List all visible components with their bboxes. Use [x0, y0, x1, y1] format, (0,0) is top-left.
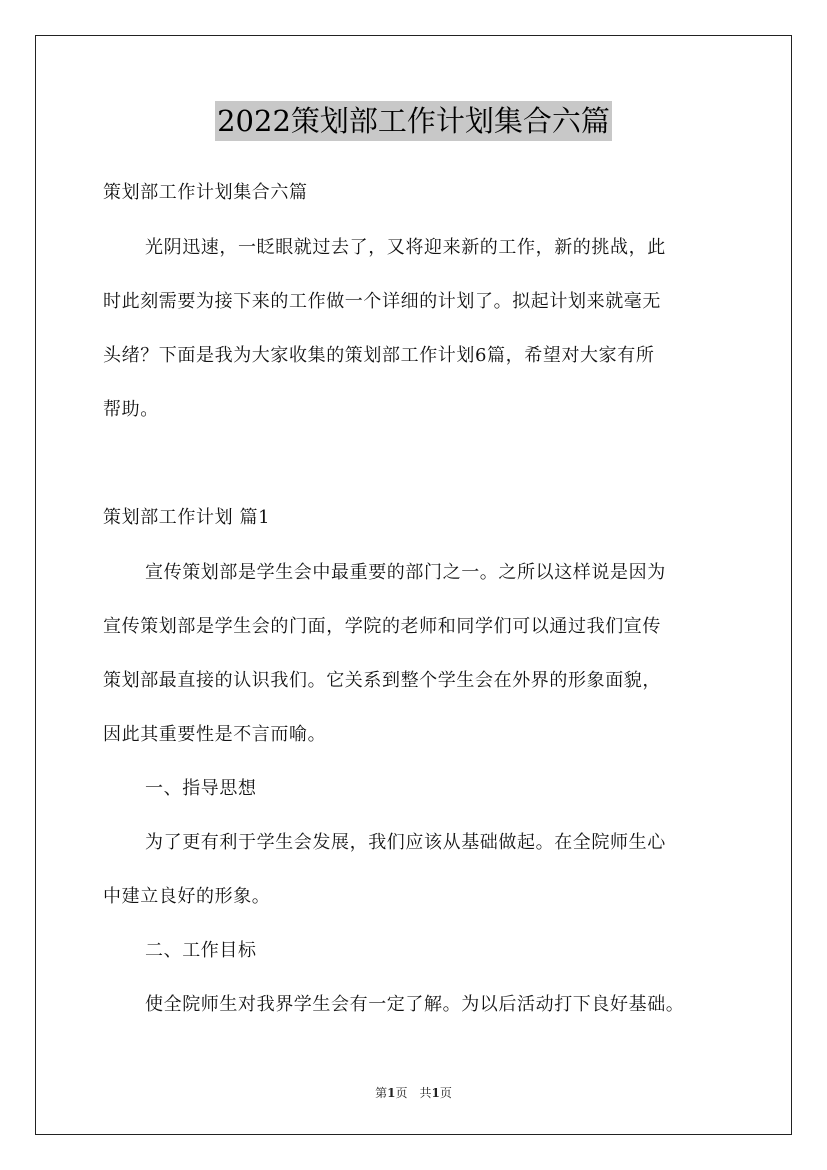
section-line: 策划部最直接的认识我们。它关系到整个学生会在外界的形象面貌， [103, 670, 661, 691]
section-heading: 策划部工作计划 篇1 [103, 507, 271, 528]
heading-work-goals: 二、工作目标 [145, 940, 257, 961]
footer-suffix: 页 [439, 1086, 452, 1100]
footer-page-number: 1 [387, 1086, 396, 1100]
intro-line: 头绪？下面是我为大家收集的策划部工作计划6篇，希望对大家有所 [103, 345, 655, 366]
footer-mid: 页 共 [395, 1086, 432, 1100]
intro-line: 帮助。 [103, 399, 159, 420]
title-container [0, 101, 827, 141]
paragraph-line: 为了更有利于学生会发展，我们应该从基础做起。在全院师生心 [145, 832, 666, 853]
section-line: 宣传策划部是学生会的门面，学院的老师和同学们可以通过我们宣传 [103, 616, 661, 637]
document-title: 2022策划部工作计划集合六篇 [215, 101, 612, 141]
section-line: 宣传策划部是学生会中最重要的部门之一。之所以这样说是因为 [145, 562, 666, 583]
paragraph-line: 中建立良好的形象。 [103, 886, 271, 907]
footer-page-total: 1 [431, 1086, 440, 1100]
intro-line: 时此刻需要为接下来的工作做一个详细的计划了。拟起计划来就毫无 [103, 291, 661, 312]
intro-line: 光阴迅速，一眨眼就过去了，又将迎来新的工作，新的挑战，此 [145, 237, 666, 258]
section-line: 因此其重要性是不言而喻。 [103, 724, 327, 745]
paragraph-line: 使全院师生对我界学生会有一定了解。为以后活动打下良好基础。 [145, 994, 685, 1015]
document-subtitle: 策划部工作计划集合六篇 [103, 182, 308, 203]
page-footer [0, 1085, 827, 1101]
heading-guiding-ideology: 一、指导思想 [145, 778, 257, 799]
footer-prefix: 第 [375, 1086, 388, 1100]
